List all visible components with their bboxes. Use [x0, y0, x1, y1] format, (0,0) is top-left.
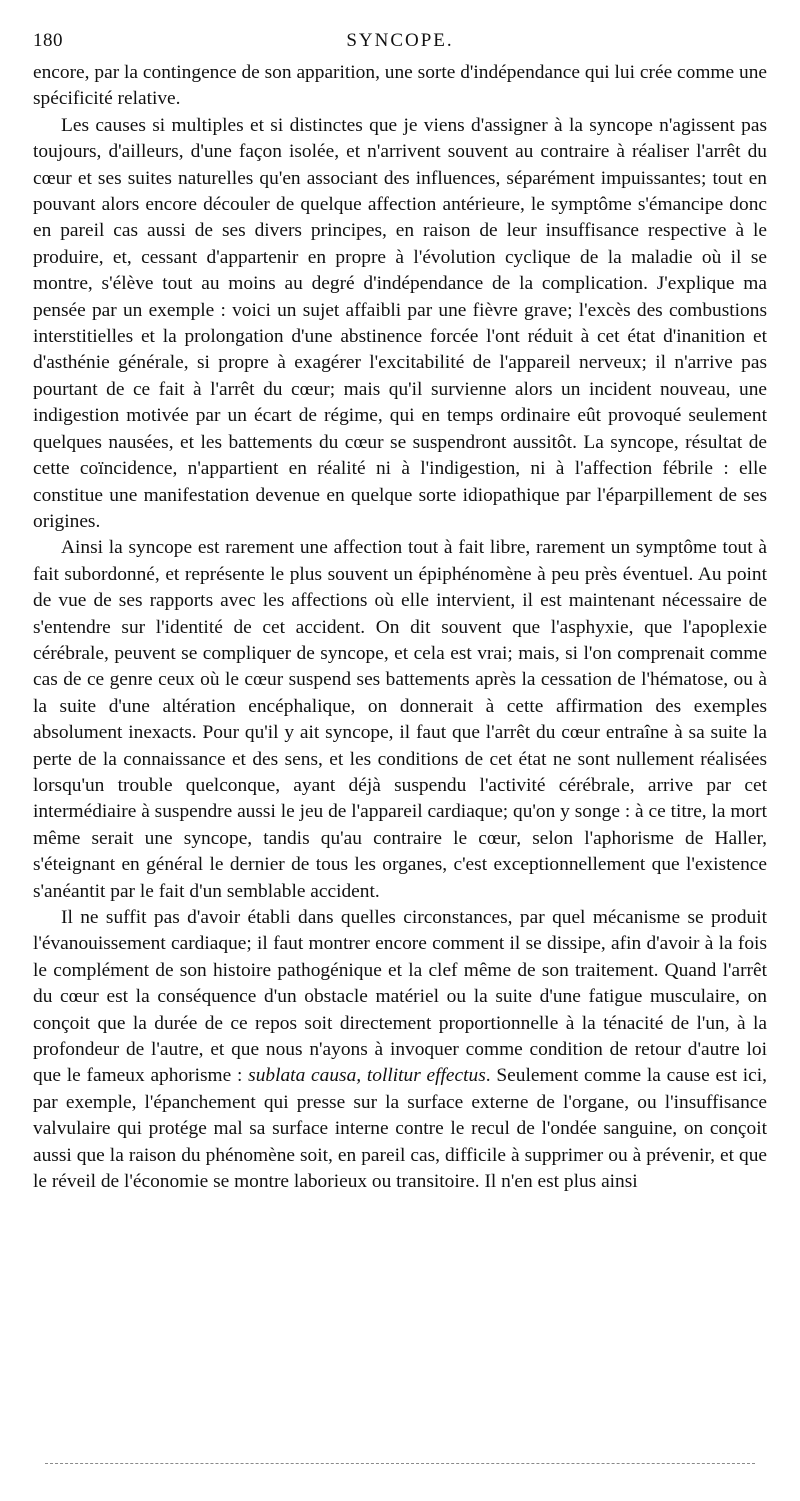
paragraph-causes: Les causes si multiples et si distinctes que je viens d'assigner à la syncope n'agissent pas toujours, d'ailleurs, d'une façon isolée, et n'arrivent souvent au contraire à réaliser l'arrêt du cœur et ses suites naturelles qu'en associant des influences, séparément impuissantes; tout en pouvant alors encore découler de quelque affection antérieure, le symptôme s'émancipe donc en pareil cas aussi de ses divers principes, en raison de leur insuffisance respective à le produire, et, cessant d'appartenir en propre à l'évolution cyclique de la maladie où il se montre, s'élève tout au moins au degré d'indépendance de la complication. J'explique ma pensée par un exemple : voici un sujet affaibli par une fièvre grave; l'excès des combustions interstitielles et la prolongation d'une abstinence forcée l'ont réduit à cet état d'inanition et d'asthénie générale, si propre à exagérer l'excitabilité de l'appareil nerveux; il n'arrive pas pourtant de ce fait à l'arrêt du cœur; mais qu'il survienne alors un incident nouveau, une indigestion motivée par un écart de régime, qui en temps ordinaire eût provoqué seulement quelques nausées, et les battements du cœur se suspendront aussitôt. La syncope, résultat de cette coïncidence, n'appartient en réalité ni à l'indigestion, ni à l'affection fébrile : elle constitue une manifestation devenue en quelque sorte idiopathique par l'éparpillement de ses origines.	[33, 114, 767, 532]
paragraph-recovery	[33, 905, 767, 1195]
footer-dotted-rule	[45, 1463, 755, 1464]
body-text	[33, 60, 767, 1195]
page-number: 180	[33, 30, 63, 51]
running-title: SYNCOPE.	[346, 30, 454, 51]
page-header	[33, 30, 767, 60]
paragraph-recovery-part-1: Il ne suffit pas d'avoir établi dans quelles circonstances, par quel mécanisme se produit l'évanouissement cardiaque; il faut montrer encore comment il se dissipe, afin d'avoir à la fois le complément de son histoire pathogénique et la clef même de son traitement. Quand l'arrêt du cœur est la conséquence d'un obstacle matériel ou la suite d'une fatigue musculaire, on conçoit que la durée de ce repos soit directement proportionnelle à la ténacité de l'un, à la profondeur de l'autre, et que nous n'ayons à invoquer comme condition de retour d'autre loi que le fameux aphorisme :	[33, 907, 767, 1087]
paragraph-continuation: encore, par la contingence de son apparition, une sorte d'indépendance qui lui crée comme une spécificité relative.	[33, 62, 767, 110]
book-page	[33, 30, 767, 1195]
paragraph-recovery-part-2: . Seulement comme la cause est ici, par exemple, l'épanchement qui presse sur la surface externe de l'organe, ou l'insuffisance valvulaire qui protége mal sa surface interne contre le recul de l'ondée sanguine, on conçoit aussi que la raison du phénomène soit, en pareil cas, difficile à supprimer ou à prévenir, et que le réveil de l'économie se montre laborieux ou transitoire. Il n'en est plus ainsi	[33, 1065, 767, 1193]
latin-aphorism: sublata causa, tollitur effectus	[248, 1065, 486, 1087]
paragraph-epiphenomenon: Ainsi la syncope est rarement une affection tout à fait libre, rarement un symptôme tout à fait subordonné, et représente le plus souvent un épiphénomène à peu près éventuel. Au point de vue de ses rapports avec les affections où elle intervient, il est maintenant nécessaire de s'entendre sur l'identité de cet accident. On dit souvent que l'asphyxie, que l'apoplexie cérébrale, peuvent se compliquer de syncope, et cela est vrai; mais, si l'on comprenait comme cas de ce genre ceux où le cœur suspend ses battements après la cessation de l'hématose, ou à la suite d'une altération encéphalique, on donnerait à cette affirmation des exemples absolument inexacts. Pour qu'il y ait syncope, il faut que l'arrêt du cœur entraîne à sa suite la perte de la connaissance et des sens, et les conditions de cet état ne sont nullement réalisées lorsqu'un trouble quelconque, ayant déjà suspendu l'activité cérébrale, arrive par cet intermédiaire à suspendre aussi le jeu de l'appareil cardiaque; qu'on y songe : à ce titre, la mort même serait une syncope, tandis qu'au contraire le cœur, selon l'aphorisme de Haller, s'éteignant en général le dernier de tous les organes, c'est exceptionnellement que l'existence s'anéantit par le fait d'un semblable accident.	[33, 537, 767, 902]
